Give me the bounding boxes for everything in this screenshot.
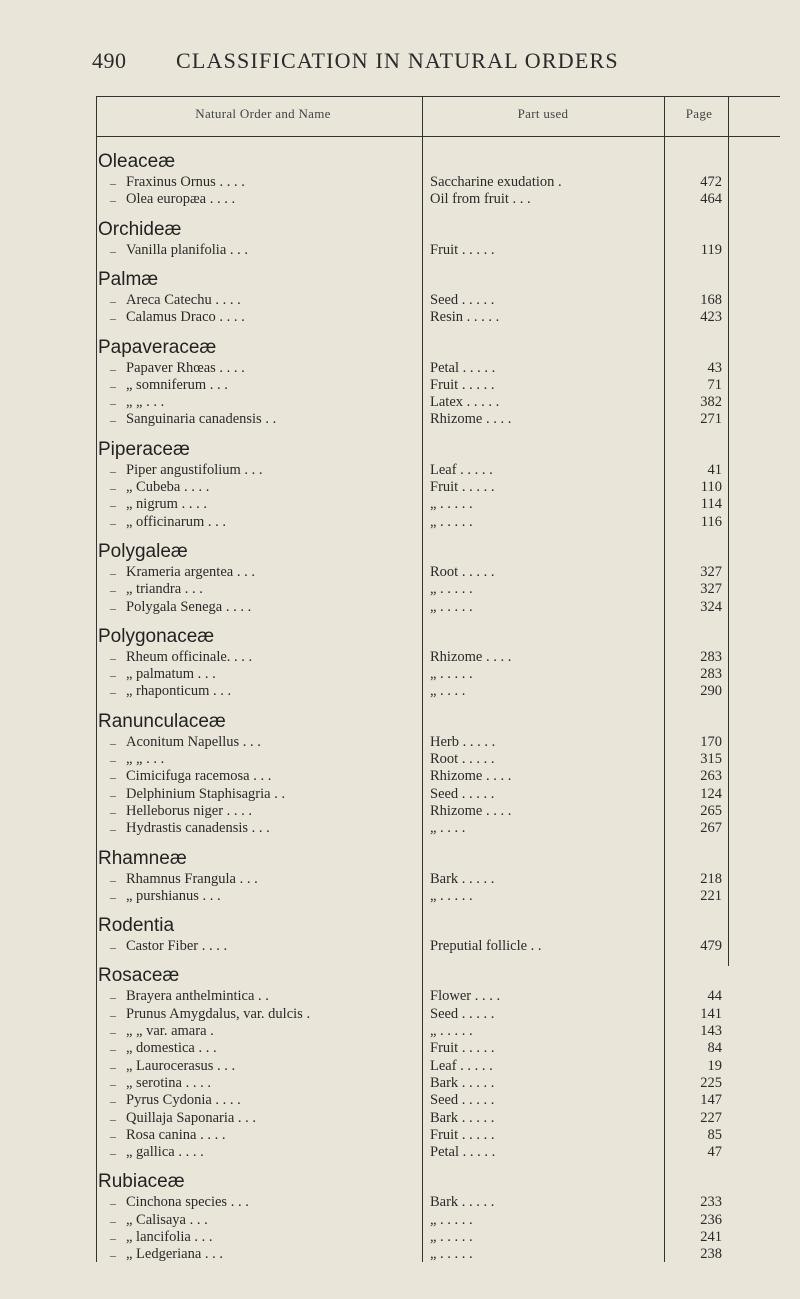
pencil-tick-icon: ‒ <box>110 1007 116 1022</box>
part-used: Bark . . . . . <box>430 1194 495 1211</box>
pencil-tick-icon: ‒ <box>110 193 116 208</box>
pencil-tick-icon: ‒ <box>110 498 116 513</box>
page-reference: 283 <box>700 648 722 665</box>
page-reference: 263 <box>700 768 722 785</box>
pencil-tick-icon: ‒ <box>110 311 116 326</box>
pencil-tick-icon: ‒ <box>110 685 116 700</box>
page-reference: 227 <box>700 1109 722 1126</box>
species-name: „ palmatum . . . <box>126 666 216 683</box>
species-name: Helleborus niger . . . . <box>126 802 253 819</box>
pencil-tick-icon: ‒ <box>110 1025 116 1039</box>
table-row <box>96 242 780 262</box>
species-name: Areca Catechu . . . . <box>126 291 241 308</box>
page-reference: 170 <box>700 733 722 750</box>
part-used: „ . . . . . <box>430 887 473 904</box>
page-reference: 19 <box>707 1057 722 1074</box>
page-reference: 119 <box>700 241 722 258</box>
pencil-tick-icon: ‒ <box>110 481 116 495</box>
species-name: Cinchona species . . . <box>126 1194 249 1211</box>
column-header-page: Page <box>685 106 713 121</box>
natural-order-heading: Rhamneæ <box>98 847 187 869</box>
table-row <box>96 309 780 329</box>
page-reference: 84 <box>707 1040 722 1057</box>
species-name: Cimicifuga racemosa . . . <box>126 768 272 785</box>
part-used: „ . . . . . <box>430 1246 473 1263</box>
part-used: „ . . . . . <box>430 598 473 615</box>
species-name: Vanilla planifolia . . . <box>126 241 249 258</box>
pencil-tick-icon: ‒ <box>110 293 116 308</box>
pencil-tick-icon: ‒ <box>110 565 116 580</box>
page-reference: 472 <box>700 174 722 190</box>
table-row <box>96 191 780 211</box>
pencil-tick-icon: ‒ <box>110 787 116 802</box>
part-used: Latex . . . . . <box>430 394 500 411</box>
pencil-tick-icon: ‒ <box>110 735 116 750</box>
part-used: Rhizome . . . . <box>430 768 512 785</box>
natural-order-heading: Rosaceæ <box>98 965 180 987</box>
pencil-tick-icon: ‒ <box>110 361 116 376</box>
species-name: „ rhaponticum . . . <box>126 683 232 700</box>
page-reference: 225 <box>700 1074 722 1091</box>
pencil-tick-icon: ‒ <box>110 463 116 478</box>
page-reference: 85 <box>707 1126 722 1143</box>
pencil-tick-icon: ‒ <box>110 940 116 955</box>
part-used: Oil from fruit . . . <box>430 191 531 208</box>
pencil-tick-icon: ‒ <box>110 1213 116 1228</box>
table-row <box>96 514 780 534</box>
part-used: Seed . . . . . <box>430 785 495 802</box>
species-name: „ somniferum . . . <box>126 376 228 393</box>
part-used: „ . . . . <box>430 683 466 700</box>
page-reference: 479 <box>700 938 722 955</box>
column-header-part: Part used <box>517 106 569 121</box>
part-used: Bark . . . . . <box>430 870 495 887</box>
page-reference: 464 <box>700 191 722 208</box>
pencil-tick-icon: ‒ <box>110 1059 116 1074</box>
species-name: Prunus Amygdalus, var. dulcis . <box>126 1005 311 1022</box>
pencil-tick-icon: ‒ <box>110 378 116 393</box>
pencil-tick-icon: ‒ <box>110 176 116 190</box>
page-reference: 236 <box>700 1211 722 1228</box>
natural-order-heading: Palmæ <box>98 268 159 290</box>
page-reference: 218 <box>700 870 722 887</box>
species-name: Aconitum Napellus . . . <box>126 733 261 750</box>
part-used: „ . . . . . <box>430 1229 473 1245</box>
page-reference: 238 <box>700 1246 722 1263</box>
part-used: Petal . . . . . <box>430 359 496 376</box>
species-name: „ „ var. amara . <box>126 1023 214 1039</box>
part-used: „ . . . . . <box>430 1023 473 1039</box>
part-used: Seed . . . . . <box>430 1005 495 1022</box>
page-reference: 233 <box>700 1194 722 1211</box>
page-header <box>0 48 800 88</box>
classification-table <box>96 96 780 1262</box>
natural-order-heading: Orchideæ <box>98 218 182 240</box>
running-title: CLASSIFICATION IN NATURAL ORDERS <box>176 48 619 73</box>
pencil-tick-icon: ‒ <box>110 1248 116 1263</box>
part-used: Fruit . . . . . <box>430 1040 495 1057</box>
species-name: „ triandra . . . <box>126 581 203 598</box>
species-name: Pyrus Cydonia . . . . <box>126 1092 241 1109</box>
page-reference: 327 <box>700 563 722 580</box>
pencil-tick-icon: ‒ <box>110 1146 116 1161</box>
page-reference: 44 <box>707 988 722 1005</box>
pencil-tick-icon: ‒ <box>110 650 116 665</box>
natural-order-heading: Papaveraceæ <box>98 336 217 358</box>
page-reference: 43 <box>707 359 722 376</box>
pencil-tick-icon: ‒ <box>110 1111 116 1126</box>
part-used: Saccharine exudation . <box>430 174 562 190</box>
part-used: Seed . . . . . <box>430 1092 495 1109</box>
part-used: „ . . . . . <box>430 513 473 530</box>
table-row <box>96 888 780 908</box>
page-reference: 241 <box>700 1229 722 1245</box>
part-used: „ . . . . . <box>430 1211 473 1228</box>
pencil-tick-icon: ‒ <box>110 583 116 598</box>
part-used: Bark . . . . . <box>430 1074 495 1091</box>
species-name: Delphinium Staphisagria . . <box>126 785 286 802</box>
pencil-tick-icon: ‒ <box>110 600 116 615</box>
page-reference: 265 <box>700 802 722 819</box>
table-row <box>96 820 780 840</box>
part-used: Fruit . . . . . <box>430 479 495 495</box>
species-name: „ Ledgeriana . . . <box>126 1246 224 1263</box>
page-reference: 41 <box>707 461 722 478</box>
species-name: „ „ . . . <box>126 751 165 767</box>
species-name: „ officinarum . . . <box>126 513 226 530</box>
part-used: Rhizome . . . . <box>430 411 512 428</box>
natural-order-heading: Polygonaceæ <box>98 625 215 647</box>
pencil-tick-icon: ‒ <box>110 1196 116 1211</box>
pencil-tick-icon: ‒ <box>110 872 116 887</box>
species-name: „ gallica . . . . <box>126 1144 204 1161</box>
part-used: Root . . . . . <box>430 563 495 580</box>
species-name: Piper angustifolium . . . <box>126 461 263 478</box>
natural-order-heading: Piperaceæ <box>98 438 190 460</box>
page-reference: 47 <box>707 1144 722 1161</box>
part-used: „ . . . . <box>430 820 466 837</box>
pencil-tick-icon: ‒ <box>110 990 116 1005</box>
natural-order-heading: Rubiaceæ <box>98 1171 185 1193</box>
species-name: Rosa canina . . . . <box>126 1126 226 1143</box>
part-used: Rhizome . . . . <box>430 802 512 819</box>
table-top-rule <box>96 96 780 97</box>
pencil-tick-icon: ‒ <box>110 413 116 428</box>
page-reference: 315 <box>700 751 722 767</box>
page-reference: 116 <box>700 513 722 530</box>
species-name: „ lancifolia . . . <box>126 1229 213 1245</box>
part-used: Preputial follicle . . <box>430 938 542 955</box>
species-name: Hydrastis canadensis . . . <box>126 820 270 837</box>
species-name: Calamus Draco . . . . <box>126 309 245 326</box>
species-name: „ Cubeba . . . . <box>126 479 210 495</box>
page-reference: 114 <box>700 496 722 513</box>
natural-order-heading: Rodentia <box>98 915 175 937</box>
natural-order-heading: Oleaceæ <box>98 151 176 172</box>
part-used: Fruit . . . . . <box>430 1126 495 1143</box>
page-reference: 290 <box>700 683 722 700</box>
pencil-tick-icon: ‒ <box>110 770 116 785</box>
column-header-order: Natural Order and Name <box>195 106 331 121</box>
species-name: „ purshianus . . . <box>126 887 221 904</box>
part-used: Petal . . . . . <box>430 1144 496 1161</box>
part-used: Herb . . . . . <box>430 733 496 750</box>
page-reference: 382 <box>700 394 722 411</box>
species-name: Polygala Senega . . . . <box>126 598 252 615</box>
pencil-tick-icon: ‒ <box>110 243 116 258</box>
page-reference: 110 <box>700 479 722 495</box>
part-used: Leaf . . . . . <box>430 461 493 478</box>
part-used: Leaf . . . . . <box>430 1057 493 1074</box>
page-reference: 124 <box>700 785 722 802</box>
page-reference: 423 <box>700 309 722 326</box>
pencil-tick-icon: ‒ <box>110 1128 116 1143</box>
pencil-tick-icon: ‒ <box>110 804 116 819</box>
species-name: „ domestica . . . <box>126 1040 217 1057</box>
species-name: Sanguinaria canadensis . . <box>126 411 277 428</box>
page-reference: 327 <box>700 581 722 598</box>
page-reference: 221 <box>700 887 722 904</box>
part-used: Fruit . . . . . <box>430 241 495 258</box>
species-name: Krameria argentea . . . <box>126 563 255 580</box>
species-name: Rhamnus Frangula . . . <box>126 870 258 887</box>
page-reference: 324 <box>700 598 722 615</box>
pencil-tick-icon: ‒ <box>110 1076 116 1091</box>
pencil-tick-icon: ‒ <box>110 1231 116 1245</box>
pencil-tick-icon: ‒ <box>110 889 116 904</box>
table-row <box>96 938 780 958</box>
page-reference: 168 <box>700 291 722 308</box>
page-reference: 271 <box>700 411 722 428</box>
natural-order-heading: Polygaleæ <box>98 540 188 562</box>
species-name: „ Calisaya . . . <box>126 1211 208 1228</box>
page-reference: 71 <box>707 376 722 393</box>
page-reference: 141 <box>700 1005 722 1022</box>
part-used: „ . . . . . <box>430 666 473 683</box>
species-name: Brayera anthelmintica . . <box>126 988 269 1005</box>
part-used: Fruit . . . . . <box>430 376 495 393</box>
species-name: „ „ . . . <box>126 394 165 411</box>
part-used: „ . . . . . <box>430 496 473 513</box>
natural-order-heading: Ranunculaceæ <box>98 710 226 732</box>
species-name: „ serotina . . . . <box>126 1074 211 1091</box>
part-used: Root . . . . . <box>430 751 495 767</box>
pencil-tick-icon: ‒ <box>110 515 116 530</box>
pencil-tick-icon: ‒ <box>110 668 116 683</box>
species-name: Olea europæa . . . . <box>126 191 236 208</box>
part-used: Rhizome . . . . <box>430 648 512 665</box>
pencil-tick-icon: ‒ <box>110 822 116 837</box>
species-name: Castor Fiber . . . . <box>126 938 228 955</box>
page-reference: 143 <box>700 1023 722 1039</box>
page-number: 490 <box>92 48 127 73</box>
part-used: Resin . . . . . <box>430 309 500 326</box>
table-row <box>96 599 780 619</box>
table-row <box>96 411 780 431</box>
table-row <box>96 1144 780 1164</box>
species-name: Fraxinus Ornus . . . . <box>126 174 245 190</box>
table-header-rule <box>96 136 780 137</box>
part-used: Bark . . . . . <box>430 1109 495 1126</box>
species-name: „ Laurocerasus . . . <box>126 1057 236 1074</box>
species-name: „ nigrum . . . . <box>126 496 207 513</box>
species-name: Papaver Rhœas . . . . <box>126 359 245 376</box>
table-row <box>96 683 780 703</box>
page-reference: 147 <box>700 1092 722 1109</box>
pencil-tick-icon: ‒ <box>110 753 116 767</box>
page-reference: 267 <box>700 820 722 837</box>
part-used: Seed . . . . . <box>430 291 495 308</box>
species-name: Quillaja Saponaria . . . <box>126 1109 257 1126</box>
part-used: „ . . . . . <box>430 581 473 598</box>
pencil-tick-icon: ‒ <box>110 1094 116 1109</box>
part-used: Flower . . . . <box>430 988 501 1005</box>
species-name: Rheum officinale. . . . <box>126 648 253 665</box>
pencil-tick-icon: ‒ <box>110 1042 116 1057</box>
pencil-tick-icon: ‒ <box>110 396 116 411</box>
table-row <box>96 1246 780 1266</box>
page-reference: 283 <box>700 666 722 683</box>
